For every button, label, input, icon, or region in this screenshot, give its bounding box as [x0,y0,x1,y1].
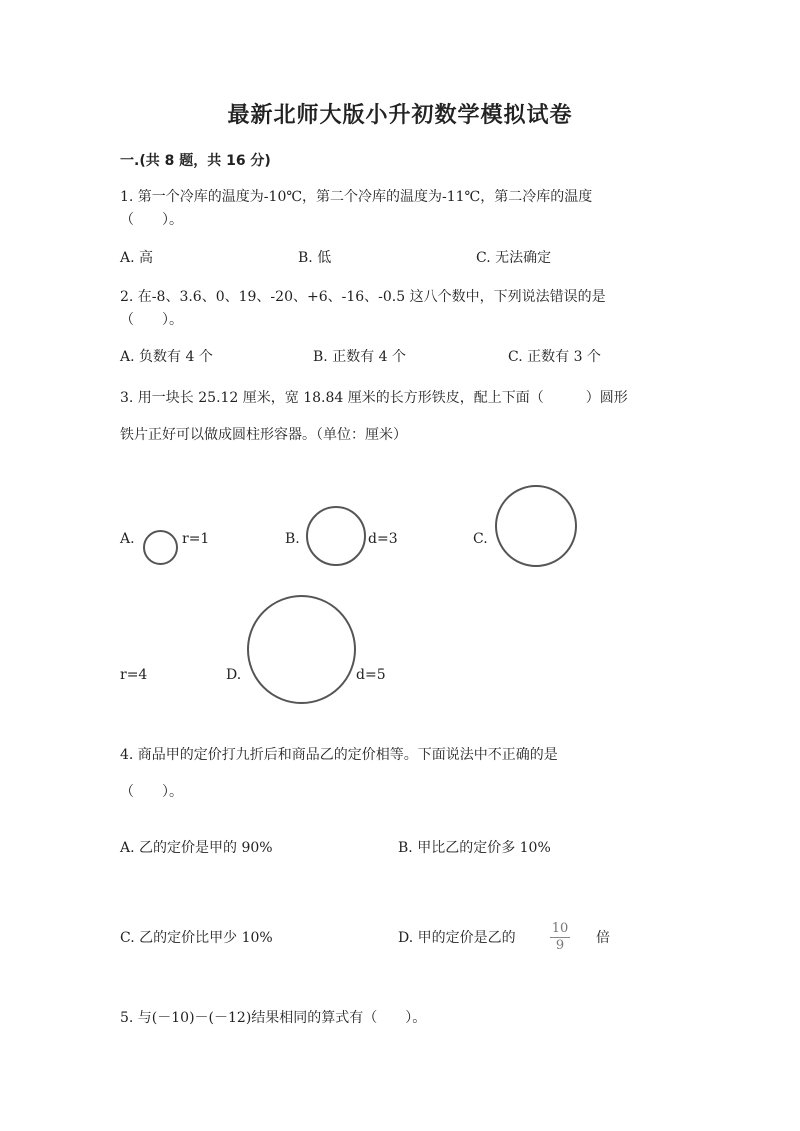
q4-stem-line2: （ ）。 [120,784,183,800]
fraction-numerator: 10 [551,921,569,936]
q3-option-b-label[interactable]: B. [285,531,300,547]
q1-option-b[interactable]: B. 低 [298,250,332,266]
q2-option-a[interactable]: A. 负数有 4 个 [120,349,213,365]
q3-option-d-label[interactable]: D. [226,667,242,683]
circle-d [247,595,356,704]
fraction-ten-ninths [550,922,570,953]
q4-option-a[interactable]: A. 乙的定价是甲的 90% [120,840,273,856]
q4-option-c[interactable]: C. 乙的定价比甲少 10% [120,930,273,946]
q1-stem-line2: （ ）。 [120,212,183,228]
q2-stem-line1: 2. 在-8、3.6、0、19、-20、+6、-16、-0.5 这八个数中，下列说法错误的是 [120,289,606,305]
q1-option-a[interactable]: A. 高 [120,250,154,266]
q1-stem-line1: 1. 第一个冷库的温度为-10℃，第二个冷库的温度为-11℃，第二冷库的温度 [120,189,593,205]
q4-option-d-suffix: 倍 [596,930,610,946]
q4-stem-line1: 4. 商品甲的定价打九折后和商品乙的定价相等。下面说法中不正确的是 [120,747,558,763]
q3-option-d-value: d=5 [356,667,386,683]
q2-stem-line2: （ ）。 [120,312,183,328]
q5-stem-line1: 5. 与(－10)－(－12)结果相同的算式有（ ）。 [120,1010,427,1026]
q3-option-a-label[interactable]: A. [120,531,135,547]
page-title: 最新北师大版小升初数学模拟试卷 [227,103,573,128]
q3-stem-line2: 铁片正好可以做成圆柱形容器。（单位：厘米） [120,427,407,443]
q4-option-d[interactable]: D. 甲的定价是乙的 [398,930,516,946]
q2-option-b[interactable]: B. 正数有 4 个 [313,349,406,365]
q1-option-c[interactable]: C. 无法确定 [476,250,552,266]
q4-option-b[interactable]: B. 甲比乙的定价多 10% [398,840,551,856]
q3-option-c-label[interactable]: C. [473,531,488,547]
q3-stem-line1: 3. 用一块长 25.12 厘米，宽 18.84 厘米的长方形铁皮，配上下面（ ）圆形 [120,390,628,406]
circle-c [495,485,577,567]
circle-b [306,506,366,566]
section-heading: 一.(共 8 题，共 16 分) [120,153,271,169]
q3-option-a-value: r=1 [182,531,210,547]
q3-option-b-value: d=3 [368,531,398,547]
q3-option-c-value: r=4 [120,667,148,683]
fraction-denominator: 9 [555,938,565,953]
q2-option-c[interactable]: C. 正数有 3 个 [508,349,601,365]
circle-a [143,530,178,565]
